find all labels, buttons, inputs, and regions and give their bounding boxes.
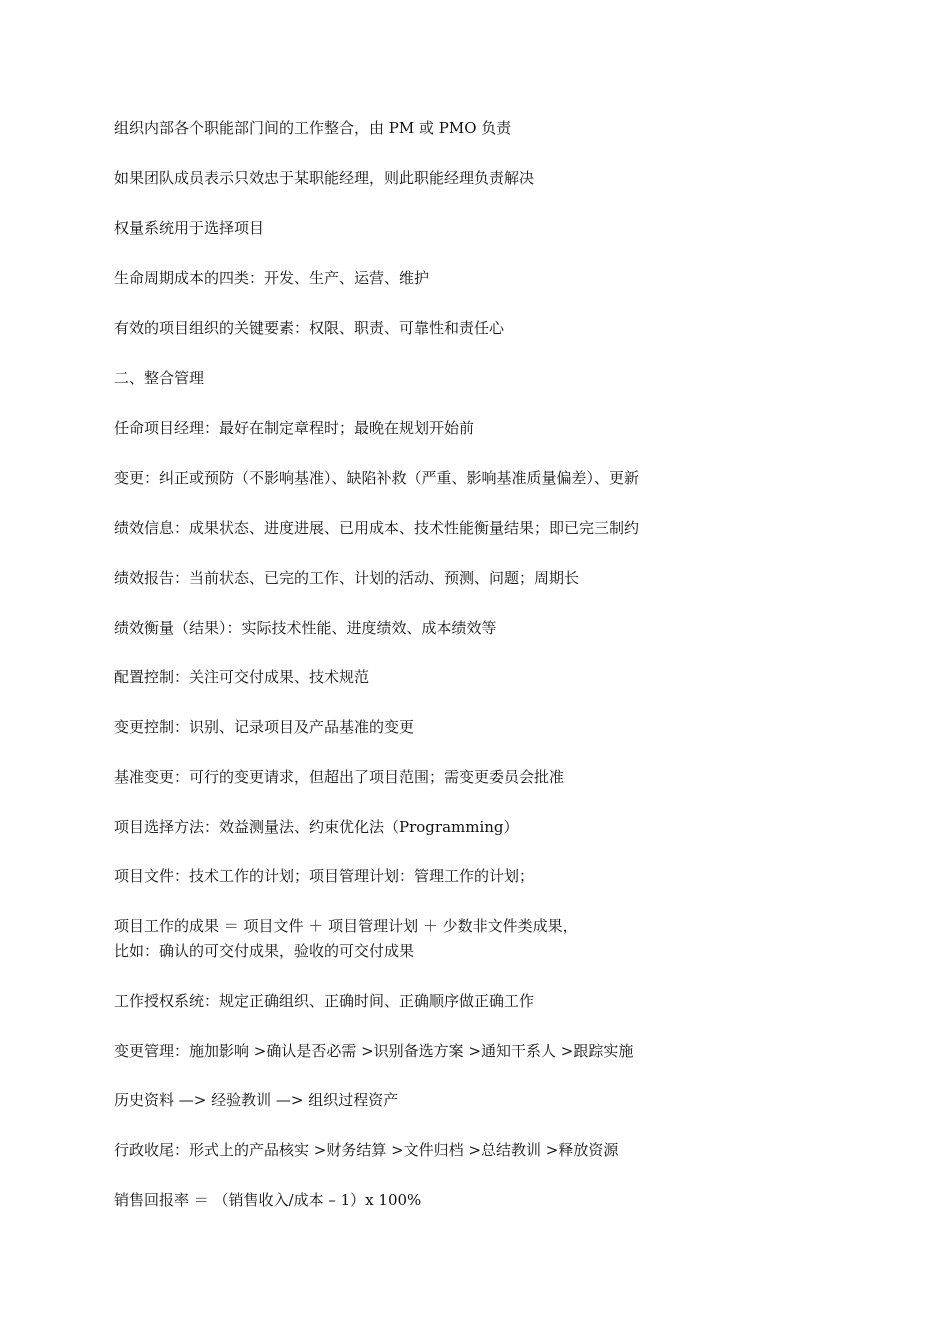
text-line: 变更控制：识别、记录项目及产品基准的变更 <box>114 718 415 736</box>
text-line: 绩效衡量（结果）：实际技术性能、进度绩效、成本绩效等 <box>114 619 497 637</box>
text-line: 变更管理：施加影响 >确认是否必需 >识别备选方案 >通知干系人 >跟踪实施 <box>114 1042 634 1060</box>
section-heading: 二、整合管理 <box>114 369 205 387</box>
text-line: 任命项目经理：最好在制定章程时；最晚在规划开始前 <box>114 419 475 437</box>
text-line: 配置控制：关注可交付成果、技术规范 <box>114 668 370 686</box>
text-line: 绩效信息：成果状态、进度进展、已用成本、技术性能衡量结果；即已完三制约 <box>114 519 640 537</box>
text-line: 绩效报告：当前状态、已完的工作、计划的活动、预测、问题；周期长 <box>114 569 580 587</box>
text-line: 历史资料 —> 经验教训 —> 组织过程资产 <box>114 1091 399 1109</box>
text-line: 比如：确认的可交付成果，验收的可交付成果 <box>114 942 415 960</box>
text-line: 如果团队成员表示只效忠于某职能经理，则此职能经理负责解决 <box>114 169 535 187</box>
text-line: 基准变更：可行的变更请求，但超出了项目范围；需变更委员会批准 <box>114 768 565 786</box>
text-line: 项目文件：技术工作的计划；项目管理计划：管理工作的计划； <box>114 867 535 885</box>
text-line: 工作授权系统：规定正确组织、正确时间、正确顺序做正确工作 <box>114 992 535 1010</box>
text-line: 销售回报率 ＝ （销售收入/成本 – 1）x 100% <box>114 1191 422 1209</box>
text-line: 组织内部各个职能部门间的工作整合，由 PM 或 PMO 负责 <box>114 119 512 137</box>
text-line: 权量系统用于选择项目 <box>114 219 265 237</box>
text-line: 生命周期成本的四类：开发、生产、运营、维护 <box>114 269 430 287</box>
text-line: 有效的项目组织的关键要素：权限、职责、可靠性和责任心 <box>114 319 505 337</box>
text-line: 项目选择方法：效益测量法、约束优化法（Programming） <box>114 818 519 836</box>
text-line: 项目工作的成果 ＝ 项目文件 ＋ 项目管理计划 ＋ 少数非文件类成果， <box>114 917 578 935</box>
text-line: 变更：纠正或预防（不影响基准）、缺陷补救（严重、影响基准质量偏差）、更新 <box>114 469 640 487</box>
text-line: 行政收尾：形式上的产品核实 >财务结算 >文件归档 >总结教训 >释放资源 <box>114 1141 619 1159</box>
